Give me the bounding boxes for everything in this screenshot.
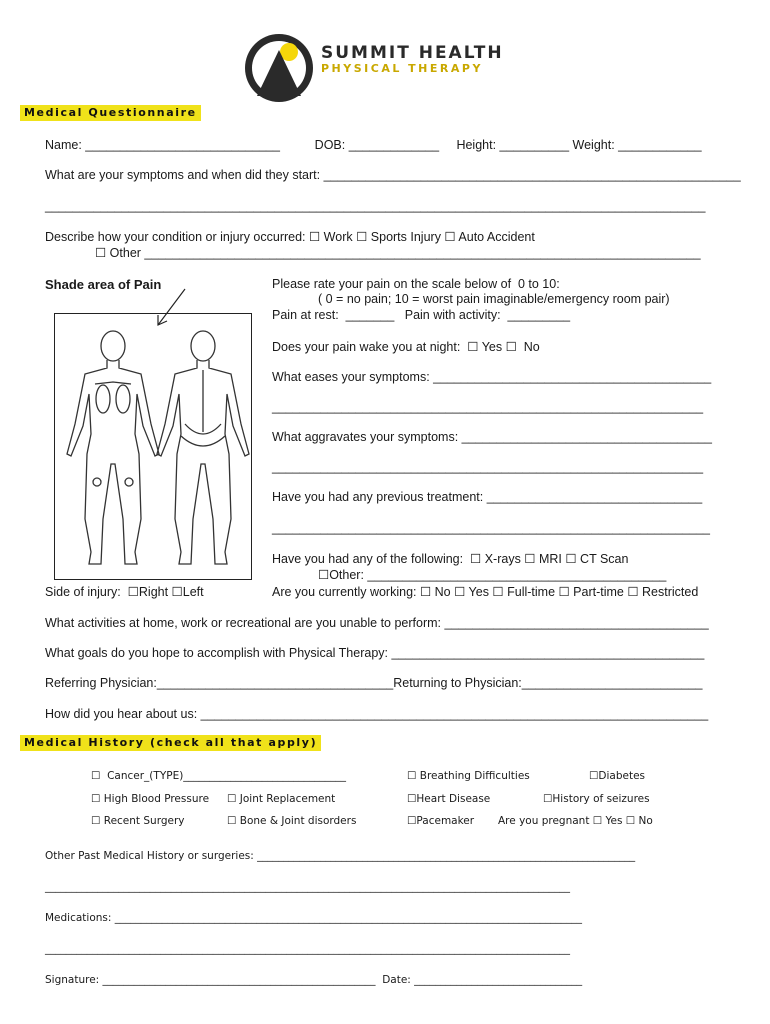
- history-breathing[interactable]: ☐ Breathing Difficulties: [407, 770, 530, 782]
- injury-other[interactable]: ☐ Other ________________________________________________________________________________: [95, 246, 701, 260]
- section-medical-questionnaire: Medical Questionnaire: [20, 105, 201, 121]
- goals-question[interactable]: What goals do you hope to accomplish with Physical Therapy: _____________________________________________: [45, 646, 705, 660]
- medications-line[interactable]: ____________________________________________________________________________________________________: [45, 943, 570, 955]
- body-pain-map[interactable]: [54, 313, 252, 580]
- history-pregnant[interactable]: Are you pregnant ☐ Yes ☐ No: [498, 815, 653, 827]
- pain-rate-instruction: Please rate your pain on the scale below of 0 to 10:: [272, 277, 560, 291]
- activities-question[interactable]: What activities at home, work or recreational are you unable to perform: ______________________________________: [45, 616, 709, 630]
- history-bone-joint[interactable]: ☐ Bone & Joint disorders: [227, 815, 357, 827]
- other-history[interactable]: Other Past Medical History or surgeries: ________________________________________________________________________: [45, 850, 636, 862]
- physician-row[interactable]: Referring Physician:__________________________________Returning to Physician:__________________________: [45, 676, 703, 690]
- history-heart-disease[interactable]: ☐Heart Disease: [407, 793, 491, 805]
- pain-rest-activity[interactable]: Pain at rest: _______ Pain with activity: _________: [272, 308, 571, 322]
- aggravates-line[interactable]: ______________________________________________________________: [272, 460, 704, 474]
- treatment-question[interactable]: Have you had any previous treatment: _______________________________: [272, 490, 703, 504]
- shade-area-label: Shade area of Pain: [45, 277, 162, 292]
- imaging-question[interactable]: Have you had any of the following: ☐ X-rays ☐ MRI ☐ CT Scan: [272, 552, 629, 566]
- medications[interactable]: Medications: _________________________________________________________________________________________: [45, 912, 583, 924]
- symptoms-question[interactable]: What are your symptoms and when did they start: ____________________________________________________________: [45, 168, 741, 182]
- history-recent-surgery[interactable]: ☐ Recent Surgery: [91, 815, 185, 827]
- history-cancer[interactable]: ☐ Cancer_(TYPE)_______________________________: [91, 770, 347, 782]
- signature-date[interactable]: Signature: ____________________________________________________ Date: ________________________________: [45, 974, 583, 986]
- mountain-logo-icon: [243, 30, 315, 110]
- history-pacemaker[interactable]: ☐Pacemaker: [407, 815, 475, 827]
- pain-scale-legend: ( 0 = no pain; 10 = worst pain imaginable/emergency room pair): [318, 292, 670, 306]
- eases-line[interactable]: ______________________________________________________________: [272, 400, 704, 414]
- injury-question[interactable]: Describe how your condition or injury occurred: ☐ Work ☐ Sports Injury ☐ Auto Accident: [45, 230, 535, 244]
- history-seizures[interactable]: ☐History of seizures: [543, 793, 650, 805]
- section-medical-history: Medical History (check all that apply): [20, 735, 321, 751]
- history-joint-replacement[interactable]: ☐ Joint Replacement: [227, 793, 336, 805]
- brand-name: SUMMIT HEALTH: [321, 43, 504, 63]
- hear-about-us[interactable]: How did you hear about us: _________________________________________________________________________: [45, 707, 709, 721]
- eases-question[interactable]: What eases your symptoms: ________________________________________: [272, 370, 712, 384]
- body-outline-front-back-icon: [55, 314, 251, 579]
- other-history-line[interactable]: ____________________________________________________________________________________________________: [45, 881, 570, 893]
- treatment-line[interactable]: _______________________________________________________________: [272, 521, 710, 535]
- brand-tagline: PHYSICAL THERAPY: [321, 62, 483, 75]
- pain-wake-night[interactable]: Does your pain wake you at night: ☐ Yes ☐ No: [272, 340, 540, 354]
- summit-health-logo: [243, 30, 533, 110]
- symptoms-line[interactable]: _______________________________________________________________________________________________: [45, 199, 706, 213]
- working-question[interactable]: Are you currently working: ☐ No ☐ Yes ☐ Full-time ☐ Part-time ☐ Restricted: [272, 585, 699, 599]
- side-of-injury[interactable]: Side of injury: ☐Right ☐Left: [45, 585, 204, 599]
- imaging-other[interactable]: ☐Other: ___________________________________________: [318, 568, 667, 582]
- name-dob-height-weight-row[interactable]: Name: ____________________________ DOB: _____________ Height: __________ Weight: ____________: [45, 138, 702, 152]
- aggravates-question[interactable]: What aggravates your symptoms: ____________________________________: [272, 430, 712, 444]
- history-diabetes[interactable]: ☐Diabetes: [589, 770, 646, 782]
- history-blood-pressure[interactable]: ☐ High Blood Pressure: [91, 793, 210, 805]
